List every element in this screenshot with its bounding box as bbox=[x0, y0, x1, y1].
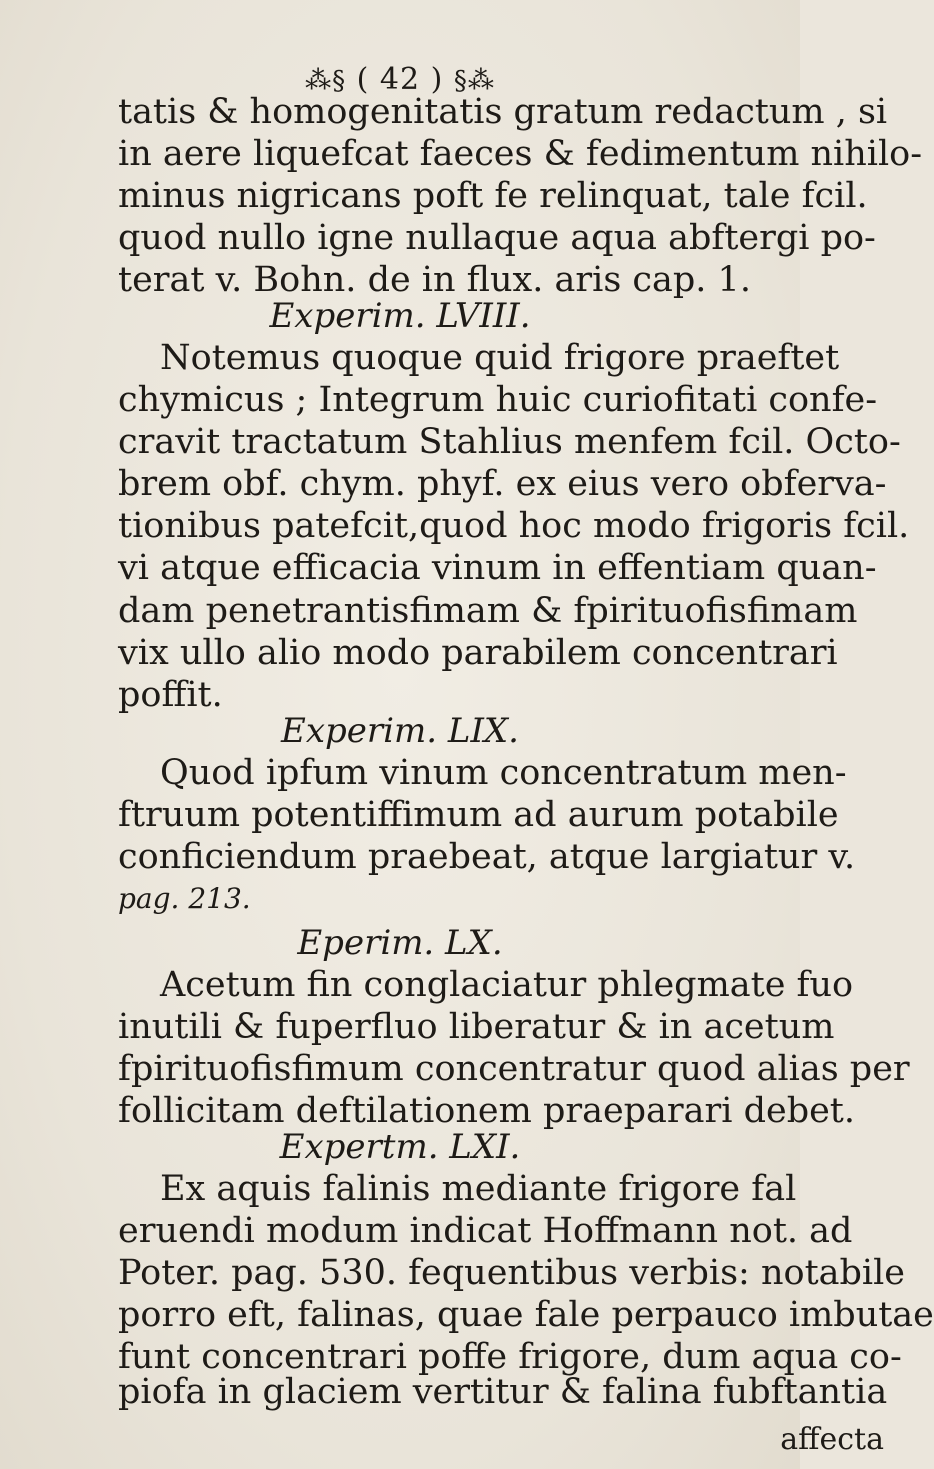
text-line: Poter. pag. 530. fequentibus verbis: notabile bbox=[118, 1253, 906, 1293]
text-line: brem obf. chym. phyf. ex eius vero obferva- bbox=[118, 464, 887, 504]
citation: terat v. Bohn. de in flux. aris cap. 1. bbox=[118, 260, 751, 300]
ornament-right-icon: §⁂ bbox=[453, 66, 495, 96]
text-line: conficiendum praebeat, atque largiatur v. bbox=[118, 837, 856, 877]
section-heading: Eperim. LX. bbox=[297, 923, 503, 963]
ornament-left-icon: ⁂§ bbox=[305, 66, 347, 96]
text-line: dam penetrantisfimam & fpirituofisfimam bbox=[118, 591, 858, 631]
text-line: Ex aquis falinis mediante frigore fal bbox=[160, 1169, 797, 1209]
text-line: quod nullo igne nullaque aqua abftergi po- bbox=[118, 218, 876, 258]
text-line: tatis & homogenitatis gratum redactum , si bbox=[118, 92, 888, 132]
text-line: chymicus ; Integrum huic curiofitati confe- bbox=[118, 380, 878, 420]
text-line: in aere liquefcat faeces & fedimentum nihilo- bbox=[118, 134, 923, 174]
text-line: piofa in glaciem vertitur & falina fubftantia bbox=[118, 1372, 888, 1412]
text-line: poffit. bbox=[118, 675, 223, 715]
text-line: eruendi modum indicat Hoffmann not. ad bbox=[118, 1211, 853, 1251]
text-line: tionibus patefcit,quod hoc modo frigoris fcil. bbox=[118, 506, 910, 546]
section-heading: Expertm. LXI. bbox=[279, 1127, 521, 1167]
text-line: ftruum potentiffimum ad aurum potabile bbox=[118, 795, 839, 835]
text-line: funt concentrari poffe frigore, dum aqua co- bbox=[118, 1337, 902, 1377]
text-line: inutili & fuperfluo liberatur & in acetum bbox=[118, 1007, 835, 1047]
text-line: pag. 213. bbox=[118, 882, 251, 915]
text-line: Acetum fin conglaciatur phlegmate fuo bbox=[160, 965, 854, 1005]
text-line: fpirituofisfimum concentratur quod alias per bbox=[118, 1049, 910, 1089]
catchword: affecta bbox=[780, 1422, 884, 1457]
text-line: porro eft, falinas, quae fale perpauco imbutae bbox=[118, 1295, 934, 1335]
text-line: Quod ipfum vinum concentratum men- bbox=[160, 753, 847, 793]
section-heading: Experim. LVIII. bbox=[269, 296, 531, 336]
page-number: ( 42 ) bbox=[356, 62, 444, 97]
text-line: vi atque efficacia vinum in effentiam quan- bbox=[118, 548, 877, 588]
text-line: minus nigricans poft fe relinquat, tale fcil. bbox=[118, 176, 868, 216]
text-line: Notemus quoque quid frigore praeftet bbox=[160, 338, 840, 378]
text-line: vix ullo alio modo parabilem concentrari bbox=[118, 633, 838, 673]
text-line: follicitam deftilationem praeparari debet. bbox=[118, 1091, 855, 1131]
text-line: cravit tractatum Stahlius menfem fcil. Octo- bbox=[118, 422, 901, 462]
section-heading: Experim. LIX. bbox=[281, 711, 519, 751]
